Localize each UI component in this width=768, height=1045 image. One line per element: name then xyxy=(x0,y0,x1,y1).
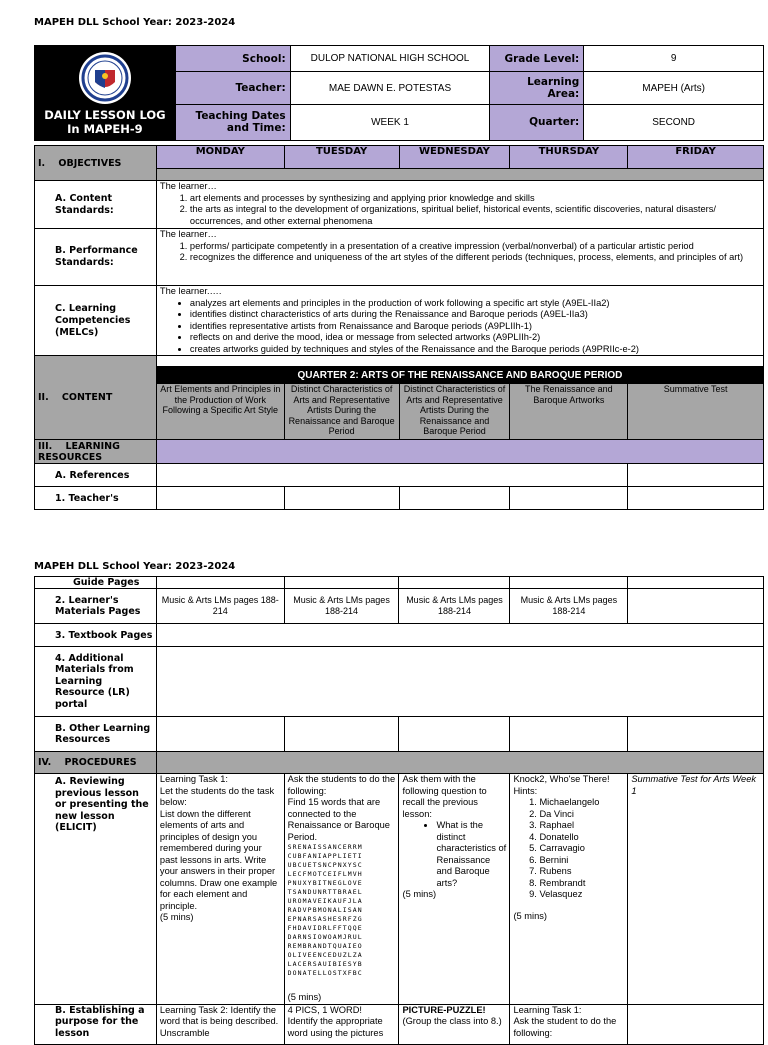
other-monday xyxy=(156,717,284,752)
content-standards-body xyxy=(156,181,763,229)
purpose-tuesday: 4 PICS, 1 WORD! Identify the appropriate word using the pictures xyxy=(284,1004,399,1044)
teachers-guide-continued: Guide Pages xyxy=(35,577,157,589)
content-standard-item: 2. the arts as integral to the development of organizations, spiritual belief, historical events, scientific discoveries, natural disasters/ occurrences, and other external phenomena xyxy=(190,204,760,227)
main-table-page-1 xyxy=(34,145,764,510)
other-tuesday xyxy=(284,717,399,752)
day-monday: MONDAY xyxy=(156,146,284,169)
quarter-label: Quarter: xyxy=(490,104,584,140)
school-label: School: xyxy=(175,46,290,72)
content-standards-label: A. Content Standards: xyxy=(35,181,157,229)
tg-monday xyxy=(156,487,284,510)
day-tuesday: TUESDAY xyxy=(284,146,399,169)
tg2-thursday xyxy=(510,577,628,589)
melc-item: • identifies representative artists from Renaissance and Baroque periods (A9PLIIh-1) xyxy=(190,321,760,333)
day-friday: FRIDAY xyxy=(628,146,764,169)
objectives-label: OBJECTIVES xyxy=(58,157,122,169)
deped-logo-cell xyxy=(35,46,176,141)
learning-resources-bar xyxy=(156,440,763,464)
content-topic-thursday: The Renaissance and Baroque Artworks xyxy=(510,384,628,440)
document-title-page-2: MAPEH DLL School Year: 2023-2024 xyxy=(34,561,236,572)
hint-item: 5. Carravagio xyxy=(539,843,624,855)
reviewing-lesson-label: A. Reviewing previous lesson or presenting the new lesson (ELICIT) xyxy=(35,774,157,1005)
hint-item: 9. Velasquez xyxy=(539,889,624,901)
content-standards-intro: The learner… xyxy=(159,181,217,191)
performance-standards-label: B. Performance Standards: xyxy=(35,229,157,286)
tg-tuesday xyxy=(284,487,399,510)
reviewing-thursday xyxy=(510,774,628,1005)
hint-item: 1. Michaelangelo xyxy=(539,797,624,809)
hint-item: 4. Donatello xyxy=(539,832,624,844)
document-title: MAPEH DLL School Year: 2023-2024 xyxy=(34,17,236,28)
content-label: CONTENT xyxy=(61,392,113,403)
resources-label: LEARNING RESOURCES xyxy=(38,440,120,463)
day-wednesday: WEDNESDAY xyxy=(399,146,510,169)
melc-item: • creates artworks guided by techniques and styles of the Renaissance and the Baroque periods (A9PRIIc-e-2) xyxy=(190,344,760,356)
content-header xyxy=(35,356,157,440)
learning-area-value: MAPEH (Arts) xyxy=(584,72,764,105)
quarter-value: SECOND xyxy=(584,104,764,140)
learning-area-label: Learning Area: xyxy=(490,72,584,105)
lm-pages-tuesday: Music & Arts LMs pages 188-214 xyxy=(284,589,399,624)
textbook-pages-cell xyxy=(156,624,763,647)
wednesday-question: • What is the distinct characteristics of Renaissance and Baroque arts? xyxy=(436,820,506,889)
picture-puzzle-text: (Group the class into 8.) xyxy=(402,1016,502,1026)
lr-portal-cell xyxy=(156,647,763,717)
melc-intro: The learner.…. xyxy=(159,286,222,296)
procedures-header xyxy=(35,752,157,774)
procedures-num: IV. xyxy=(38,757,52,768)
lm-pages-friday xyxy=(628,589,764,624)
content-topic-tuesday: Distinct Characteristics of Arts and Representative Artists During the Renaissance and Baroque Period xyxy=(284,384,399,440)
hint-item: 7. Rubens xyxy=(539,866,624,878)
purpose-wednesday xyxy=(399,1004,510,1044)
procedures-label: PROCEDURES xyxy=(64,757,137,768)
picture-puzzle-title: PICTURE-PUZZLE! xyxy=(402,1004,486,1015)
content-topic-friday: Summative Test xyxy=(628,384,764,440)
quarter-banner: QUARTER 2: ARTS OF THE RENAISSANCE AND BAROQUE PERIOD xyxy=(156,367,763,384)
lm-pages-thursday: Music & Arts LMs pages 188-214 xyxy=(510,589,628,624)
melc-item: • identifies distinct characteristics of arts during the Renaissance and Baroque periods (A9EL-IIa3) xyxy=(190,309,760,321)
hint-item: 6. Bernini xyxy=(539,855,624,867)
tg2-friday xyxy=(628,577,764,589)
thursday-intro: Knock2, Who'se There! Hints: xyxy=(513,774,610,796)
header-table xyxy=(34,45,764,141)
lr-portal-label: 4. Additional Materials from Learning Resource (LR) portal xyxy=(35,647,157,717)
references-cell xyxy=(156,464,627,487)
reviewing-tuesday xyxy=(284,774,399,1005)
content-topic-monday: Art Elements and Principles in the Production of Work Following a Specific Art Style xyxy=(156,384,284,440)
other-resources-label: B. Other Learning Resources xyxy=(35,717,157,752)
learning-resources-header xyxy=(35,440,157,464)
tg-friday xyxy=(628,487,764,510)
tuesday-time: (5 mins) xyxy=(287,992,322,1002)
wednesday-time: (5 mins) xyxy=(402,889,437,899)
hint-item: 2. Da Vinci xyxy=(539,809,624,821)
wednesday-intro: Ask them with the following question to recall the previous lesson: xyxy=(402,774,487,819)
teacher-value: MAE DAWN E. POTESTAS xyxy=(290,72,490,105)
other-thursday xyxy=(510,717,628,752)
purpose-monday: Learning Task 2: Identify the word that is being described. Unscramble xyxy=(156,1004,284,1044)
performance-standards-body xyxy=(156,229,763,286)
teaching-dates-label: Teaching Dates and Time: xyxy=(175,104,290,140)
hint-item: 8. Rembrandt xyxy=(539,878,624,890)
other-friday xyxy=(628,717,764,752)
thursday-time: (5 mins) xyxy=(513,910,548,921)
textbook-pages-label: 3. Textbook Pages xyxy=(35,624,157,647)
grade-level-value: 9 xyxy=(584,46,764,72)
resources-num: III. xyxy=(38,440,53,452)
purpose-thursday: Learning Task 1: Ask the student to do the following: xyxy=(510,1004,628,1044)
reviewing-wednesday xyxy=(399,774,510,1005)
objectives-gray-bar xyxy=(156,169,763,181)
references-friday-cell xyxy=(628,464,764,487)
melc-item: • reflects on and derive the mood, idea or message from selected artworks (A9PLIIh-2) xyxy=(190,332,760,344)
content-num: II. xyxy=(38,392,49,403)
performance-standard-item: 1. performs/ participate competently in a presentation of a creative impression (verbal/nonverbal) of a particular artistic period xyxy=(190,241,760,253)
word-search-puzzle: SRENAISSANCERRM CUBFANIAPPLIETI UBCUETSNCPNXYSC LECFMOTCEIFLMVH PNUXYBITNEGLOVE TSANDUNRTTBRAEL UROMAVEIKAUFJLA RADVPBMONALISAN EPNARSASHESRFZG FHDAVIDRLFFTQQE DARNSIOWOAMJRUL REMBRANDTQUAIEO OLIVEENCEDUZLZA LACERSAUIBIESYB DONATELLOSTXFBC xyxy=(287,843,363,977)
objectives-header xyxy=(35,146,157,181)
day-thursday: THURSDAY xyxy=(510,146,628,169)
tg2-wednesday xyxy=(399,577,510,589)
references-label: A. References xyxy=(35,464,157,487)
main-table-page-2 xyxy=(34,576,764,1045)
performance-standard-item: 2. recognizes the difference and uniqueness of the art styles of the different periods (techniques, process, elements, and principles of art) xyxy=(190,252,760,264)
lm-pages-wednesday: Music & Arts LMs pages 188-214 xyxy=(399,589,510,624)
tg2-monday xyxy=(156,577,284,589)
log-title-2: In MAPEH-9 xyxy=(67,122,143,136)
content-standard-item: 1. art elements and processes by synthesizing and applying prior knowledge and skills xyxy=(190,193,760,205)
teaching-dates-value: WEEK 1 xyxy=(290,104,490,140)
log-title-1: DAILY LESSON LOG xyxy=(44,108,166,122)
content-spacer xyxy=(156,356,763,367)
performance-standards-intro: The learner… xyxy=(159,229,217,239)
grade-level-label: Grade Level: xyxy=(490,46,584,72)
lm-pages-monday: Music & Arts LMs pages 188-214 xyxy=(156,589,284,624)
school-value: DULOP NATIONAL HIGH SCHOOL xyxy=(290,46,490,72)
procedures-bar xyxy=(156,752,763,774)
objectives-num: I. xyxy=(38,157,46,169)
deped-seal-icon xyxy=(75,50,135,106)
reviewing-friday: Summative Test for Arts Week 1 xyxy=(628,774,764,1005)
teachers-guide-label: 1. Teacher's xyxy=(35,487,157,510)
learning-competencies-label: C. Learning Competencies (MELCs) xyxy=(35,286,157,356)
learners-materials-label: 2. Learner's Materials Pages xyxy=(35,589,157,624)
tg-thursday xyxy=(510,487,628,510)
content-topic-wednesday: Distinct Characteristics of Arts and Representative Artists During the Renaissance and Baroque Period xyxy=(399,384,510,440)
melc-item: • analyzes art elements and principles in the production of work following a specific art style (A9EL-IIa2) xyxy=(190,298,760,310)
other-wednesday xyxy=(399,717,510,752)
establishing-purpose-label: B. Establishing a purpose for the lesson xyxy=(35,1004,157,1044)
tg2-tuesday xyxy=(284,577,399,589)
reviewing-monday: Learning Task 1: Let the students do the task below: List down the different elements of arts and principles of design you remembered during your past lessons in arts. Write your answers in their proper columns. Draw one example for each element and principle. (5 mins) xyxy=(156,774,284,1005)
teacher-label: Teacher: xyxy=(175,72,290,105)
tg-wednesday xyxy=(399,487,510,510)
tuesday-task-text: Ask the students to do the following: Find 15 words that are connected to the Renaissance or Baroque Period. xyxy=(287,774,396,842)
learning-competencies-body xyxy=(156,286,763,356)
hint-item: 3. Raphael xyxy=(539,820,624,832)
purpose-friday xyxy=(628,1004,764,1044)
